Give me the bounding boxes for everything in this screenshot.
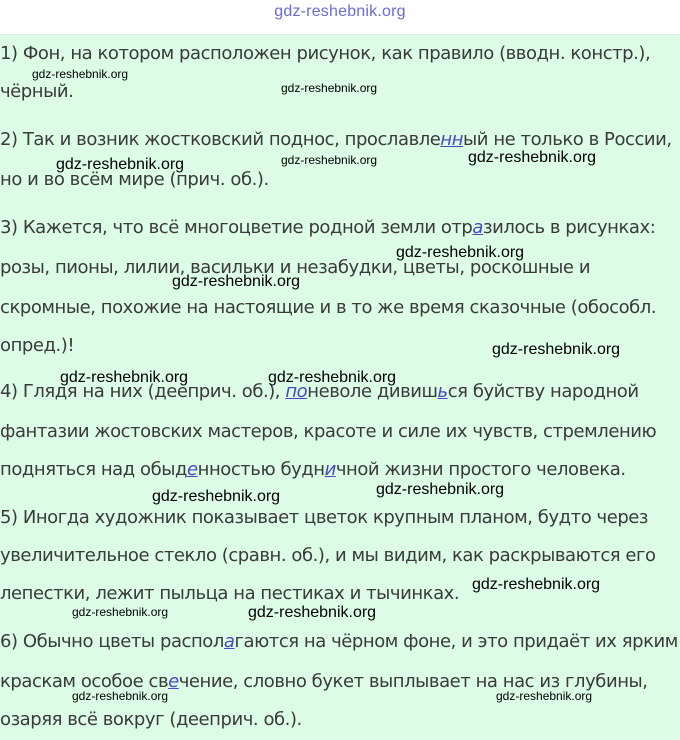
text-run: 6) Обычно цветы распол xyxy=(0,631,224,652)
text-run: чной жизни простого человека. xyxy=(335,459,626,480)
text-line xyxy=(0,81,73,102)
text-run: но и во всём мире (прич. об.). xyxy=(0,169,269,190)
text-run: ся буйству народной xyxy=(447,381,639,402)
text-line xyxy=(0,545,656,566)
watermark-text: gdz-reshebnik.org xyxy=(281,153,378,167)
text-line xyxy=(0,335,74,356)
highlighted-letters: е xyxy=(187,459,198,480)
highlighted-letters: нн xyxy=(440,129,464,150)
text-run: лепестки, лежит пыльца на пестиках и тычинках. xyxy=(0,583,460,604)
highlighted-letters: и xyxy=(324,459,336,480)
text-run: гаются на чёрном фоне, и это придаёт их ярким xyxy=(234,631,678,652)
text-line xyxy=(0,507,648,528)
highlighted-letters: ь xyxy=(437,381,448,402)
text-run: зилось в рисунках: xyxy=(483,217,656,238)
text-run: 1) Фон, на котором расположен рисунок, как правило (вводн. констр.), xyxy=(0,43,651,64)
watermark-text: gdz-reshebnik.org xyxy=(396,244,525,261)
highlighted-letters: а xyxy=(223,631,235,652)
watermark-text: gdz-reshebnik.org xyxy=(281,81,378,95)
watermark-text: gdz-reshebnik.org xyxy=(268,369,397,386)
text-run: ый не только в России, xyxy=(463,129,672,150)
watermark-text: gdz-reshebnik.org xyxy=(496,689,593,703)
text-run: неволе дивиш xyxy=(307,381,438,402)
watermark-text: gdz-reshebnik.org xyxy=(376,481,505,498)
watermark-text: gdz-reshebnik.org xyxy=(72,689,169,703)
text-run: 2) Так и возник жостковский поднос, прославле xyxy=(0,129,441,150)
text-run: краскам особое св xyxy=(0,671,169,692)
text-run: подняться над обыд xyxy=(0,459,187,480)
text-run: чёрный. xyxy=(0,81,74,102)
watermark-text: gdz-reshebnik.org xyxy=(152,488,281,505)
text-line xyxy=(0,43,650,64)
site-header xyxy=(0,0,680,34)
watermark-text: gdz-reshebnik.org xyxy=(472,576,601,593)
text-run: увеличительное стекло (сравн. об.), и мы видим, как раскрываются его xyxy=(0,545,656,566)
text-run: опред.)! xyxy=(0,335,75,356)
text-run: 3) Кажется, что всё многоцветие родной земли отр xyxy=(0,217,473,238)
text-line xyxy=(0,459,626,480)
watermark-text: gdz-reshebnik.org xyxy=(56,156,185,173)
text-line xyxy=(0,583,459,604)
text-line xyxy=(0,217,655,238)
text-line xyxy=(0,129,672,150)
text-run: 4) Глядя на них (дееприч. об.), xyxy=(0,381,286,402)
highlighted-letters: по xyxy=(285,381,308,402)
text-run: озаряя всё вокруг (дееприч. об.). xyxy=(0,709,302,730)
watermark-text: gdz-reshebnik.org xyxy=(72,605,169,619)
text-line xyxy=(0,709,302,730)
text-run: 5) Иногда художник показывает цветок крупным планом, будто через xyxy=(0,507,649,528)
text-line xyxy=(0,421,656,442)
highlighted-letters: а xyxy=(472,217,484,238)
watermark-text: gdz-reshebnik.org xyxy=(468,149,597,166)
text-run: нностью будн xyxy=(197,459,325,480)
watermark-text: gdz-reshebnik.org xyxy=(248,604,377,621)
highlighted-letters: е xyxy=(168,671,179,692)
text-run: фантазии жостовских мастеров, красоте и силе их чувств, стремлению xyxy=(0,421,657,442)
watermark-text: gdz-reshebnik.org xyxy=(492,341,621,358)
watermark-text: gdz-reshebnik.org xyxy=(60,369,189,386)
text-line xyxy=(0,297,656,318)
text-run: чение, словно букет выплывает на нас из глубины, xyxy=(178,671,648,692)
document-body xyxy=(0,34,680,740)
text-run: скромные, похожие на настоящие и в то же время сказочные (обособл. xyxy=(0,297,657,318)
watermark-text: gdz-reshebnik.org xyxy=(172,273,301,290)
text-line xyxy=(0,631,678,652)
watermark-text: gdz-reshebnik.org xyxy=(32,67,129,81)
site-title[interactable]: gdz-reshebnik.org xyxy=(274,3,406,20)
text-run: розы, пионы, лилии, васильки и незабудки, цветы, роскошные и xyxy=(0,257,591,278)
